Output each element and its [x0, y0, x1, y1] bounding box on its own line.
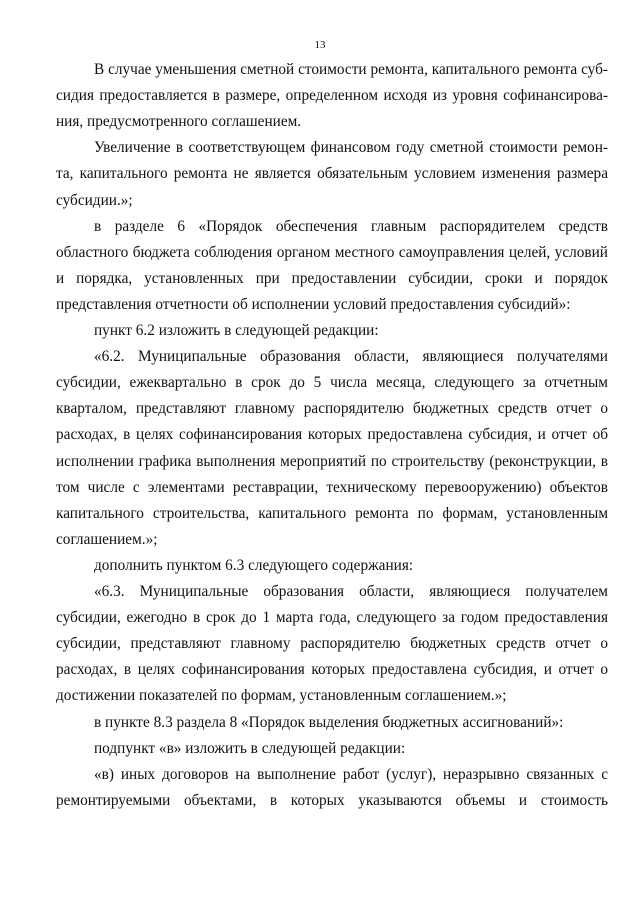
text-line: ремонтируемыми объектами, в которых указываются объемы и стоимость	[56, 791, 608, 809]
text-line: «в) иных договоров на выполнение работ (услуг), неразрывно связанных с	[94, 765, 608, 783]
text-line: областного бюджета соблюдения органом местного самоуправления целей, условий	[56, 243, 608, 261]
text-line: достижении показателей по формам, установленным соглашением.»;	[56, 687, 507, 705]
text-line: исполнении графика выполнения мероприятий по строительству (реконструкции, в	[56, 452, 608, 470]
text-line: Увеличение в соответствующем финансовом году сметной стоимости ремон-	[94, 139, 608, 157]
text-line: в пункте 8.3 раздела 8 «Порядок выделения бюджетных ассигнований»:	[94, 713, 564, 731]
page-number: 13	[314, 39, 326, 51]
text-line: субсидии, ежегодно в срок до 1 марта года, следующего за годом предоставления	[56, 609, 608, 627]
text-line: соглашением.»;	[56, 530, 158, 548]
text-line: представления отчетности об исполнении условий предоставления субсидий»:	[56, 295, 571, 313]
text-line: дополнить пунктом 6.3 следующего содержания:	[94, 556, 414, 574]
text-line: капитального строительства, капитального ремонта по формам, установленным	[56, 504, 608, 522]
text-line: В случае уменьшения сметной стоимости ремонта, капитального ремонта суб-	[94, 61, 608, 78]
text-line: ния, предусмотренного соглашением.	[56, 113, 302, 131]
text-line: субсидии.»;	[56, 191, 133, 209]
text-line: сидия предоставляется в размере, определенном исходя из уровня софинансирова-	[56, 87, 608, 105]
text-line: расходах, в целях софинансирования которых предоставлена субсидия, и отчет о	[56, 661, 608, 679]
text-line: расходах, в целях софинансирования которых предоставлена субсидия, и отчет об	[56, 426, 608, 444]
text-line: та, капитального ремонта не является обязательным условием изменения размера	[56, 165, 608, 183]
text-line: «6.3. Муниципальные образования области, являющиеся получателем	[94, 583, 608, 600]
text-line: и порядка, установленных при предоставлении субсидии, сроки и порядок	[56, 269, 608, 287]
text-line: кварталом, представляют главному распорядителю бюджетных средств отчет о	[56, 400, 608, 418]
text-line: субсидии, ежеквартально в срок до 5 числа месяца, следующего за отчетным	[56, 374, 608, 392]
text-line: том числе с элементами реставрации, техническому перевооружению) объектов	[56, 478, 608, 496]
text-line: в разделе 6 «Порядок обеспечения главным распорядителем средств	[94, 217, 608, 235]
text-line: «6.2. Муниципальные образования области, являющиеся получателями	[94, 348, 608, 366]
text-line: пункт 6.2 изложить в следующей редакции:	[94, 322, 379, 339]
text-line: субсидии, представляют главному распорядителю бюджетных средств отчет о	[56, 635, 608, 653]
text-line: подпункт «в» изложить в следующей редакции:	[94, 739, 406, 757]
